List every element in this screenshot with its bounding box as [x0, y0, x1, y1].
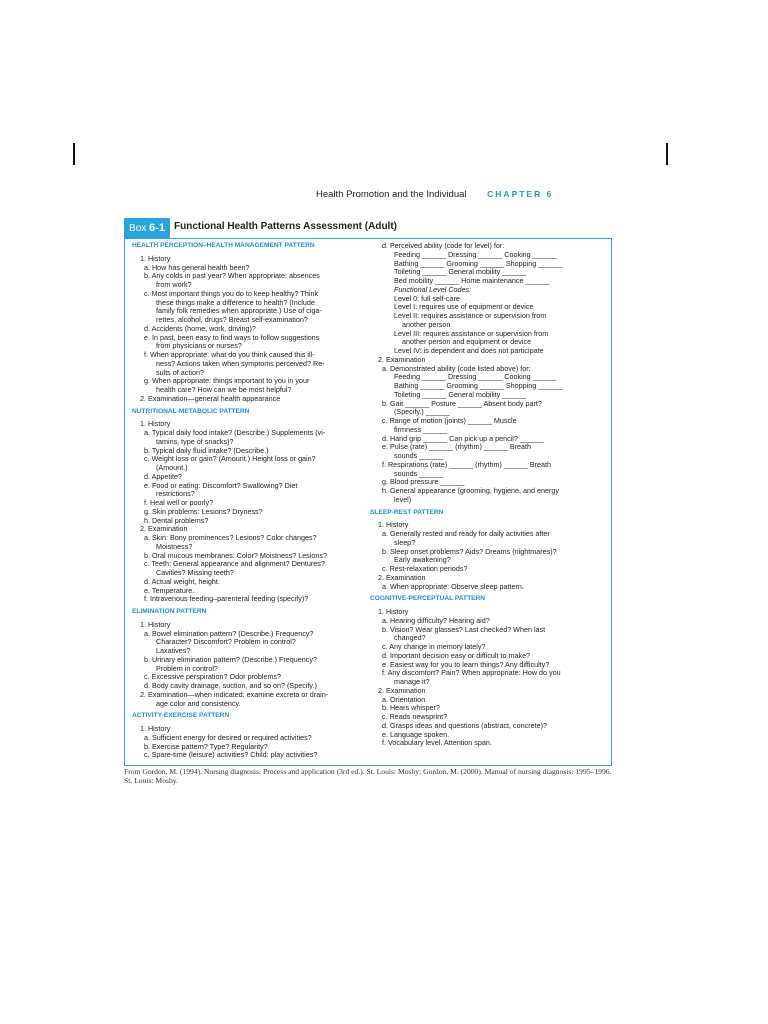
list-item: 1. History: [140, 619, 171, 629]
list-item: a. When appropriate: Observe sleep pattern.: [382, 581, 524, 591]
list-item: another person: [402, 319, 451, 329]
list-item: c. Excessive perspiration? Odor problems?: [144, 672, 282, 682]
list-item: d. Body cavity drainage, suction, and so on? (Specify.): [144, 681, 317, 690]
list-item: b. Any colds in past year? When appropriate: absences: [144, 271, 320, 281]
list-item: f. Vocabulary level. Attention span.: [382, 738, 492, 748]
list-item: b. Oral mucous membranes: Color? Moistness? Lesions?: [144, 550, 327, 560]
box-title: Functional Health Patterns Assessment (Adult): [174, 221, 397, 232]
list-item: age color and consistency.: [156, 698, 241, 708]
section-heading: NUTRITIONAL-METABOLIC PATTERN: [132, 407, 250, 415]
section-heading: COGNITIVE-PERCEPTUAL PATTERN: [370, 595, 486, 603]
list-item: 1. History: [378, 607, 409, 616]
list-item: f. Heal well or poorly?: [144, 498, 214, 507]
list-item: d. Hand grip ______ Can pick up a pencil? ______: [382, 433, 544, 443]
list-item: d. Accidents (home, work, driving)?: [144, 323, 256, 333]
list-item: Functional Level Codes:: [394, 284, 472, 294]
list-item: g. Skin problems: Lesions? Dryness?: [144, 506, 263, 516]
list-item: Bathing ______ Grooming ______ Shopping ______: [394, 381, 563, 390]
list-item: e. In past, been easy to find ways to follow suggestions: [144, 332, 320, 342]
list-item: restrictions?: [156, 489, 195, 499]
running-header-title: Health Promotion and the Individual: [316, 189, 467, 200]
list-item: e. Easiest way for you to learn things? Any difficulty?: [382, 659, 550, 669]
list-item: Character? Discomfort? Problem in control?: [156, 637, 296, 647]
section-heading: ACTIVITY-EXERCISE PATTERN: [132, 712, 230, 720]
list-item: a. Typical daily food intake? (Describe.) Supplements (vi-: [144, 428, 326, 437]
list-item: h. Dental problems?: [144, 515, 209, 525]
list-item: d. Appetite?: [144, 471, 182, 481]
list-item: d. Grasps ideas and questions (abstract, concrete)?: [382, 720, 548, 730]
list-item: d. Perceived ability (code for level) for:: [382, 241, 505, 250]
list-item: c. Weight loss or gain? (Amount.) Height loss or gain?: [144, 454, 316, 464]
list-item: health care? How can we be most helpful?: [156, 385, 292, 394]
list-item: Level II: requires assistance or supervision from: [394, 311, 547, 320]
right-column: [370, 242, 562, 748]
list-item: 1. History: [140, 253, 171, 263]
list-item: level): [394, 494, 412, 504]
list-item: g. Blood pressure ______: [382, 477, 465, 487]
list-item: from physicians or nurses?: [156, 341, 242, 351]
list-item: changed?: [394, 633, 426, 643]
list-item: tamins, type of snacks)?: [156, 436, 234, 446]
list-item: a. Bowel elimination pattern? (Describe.) Frequency?: [144, 628, 314, 638]
section-heading: SLEEP-REST PATTERN: [370, 508, 444, 516]
list-item: 1. History: [378, 520, 409, 530]
box-tab: [124, 218, 170, 238]
list-item: firmness ______: [394, 424, 448, 434]
list-item: b. Vision? Wear glasses? Last checked? When last: [382, 624, 546, 634]
list-item: b. Hears whisper?: [382, 703, 440, 713]
list-item: sleep?: [394, 537, 416, 547]
list-item: a. How has general health been?: [144, 262, 250, 272]
list-item: Toileting ______ General mobility ______: [394, 389, 527, 399]
list-item: Bathing ______ Grooming ______ Shopping ______: [394, 258, 563, 268]
list-item: a. Demonstrated ability (code listed above) for:: [382, 363, 531, 373]
list-item: c. Rest-relaxation periods?: [382, 564, 468, 573]
list-item: these things make a difference to health? (Include: [156, 297, 315, 307]
list-item: Level I: requires use of equipment or device: [394, 302, 534, 312]
list-item: e. Temperature.: [144, 585, 195, 595]
list-item: 1. History: [140, 419, 171, 429]
list-item: another person and equipment or device: [402, 337, 532, 347]
list-item: a. Orientation.: [382, 694, 428, 704]
list-item: e. Pulse (rate) ______ (rhythm) ______ Breath: [382, 442, 532, 452]
list-item: 2. Examination—general health appearance: [140, 393, 281, 403]
section-heading: ELIMINATION PATTERN: [132, 608, 207, 615]
chapter-label: CHAPTER 6: [487, 189, 554, 199]
list-item: sounds ______: [394, 451, 444, 460]
list-item: 1. History: [140, 724, 171, 733]
box-number: 6-1: [149, 222, 165, 234]
list-item: a. Hearing difficulty? Hearing aid?: [382, 615, 490, 625]
list-item: f. Respirations (rate) ______ (rhythm) ______ Breath: [382, 459, 551, 469]
list-item: sults of action?: [156, 367, 204, 377]
list-item: c. Range of motion (joints) ______ Muscle: [382, 416, 517, 425]
list-item: b. Sleep onset problems? Aids? Dreams (nightmares)?: [382, 546, 557, 556]
list-item: f. Intravenous feeding–parenteral feeding (specify)?: [144, 594, 309, 604]
list-item: Level III: requires assistance or supervision from: [394, 328, 549, 338]
running-header: [316, 189, 553, 200]
list-item: Moistness?: [156, 541, 193, 551]
list-item: a. Generally rested and ready for daily activities after: [382, 529, 550, 538]
list-item: Problem in control?: [156, 663, 218, 673]
list-item: f. When appropriate: what do you think caused this ill-: [144, 350, 315, 359]
list-item: Toileting ______ General mobility ______: [394, 267, 527, 277]
list-item: f. Any discomfort? Pain? When appropriate: How do you: [382, 668, 561, 678]
list-item: (Specify.) ______: [394, 407, 450, 417]
list-item: Laxatives?: [156, 646, 191, 655]
list-item: 2. Examination: [140, 524, 188, 534]
list-item: manage it?: [394, 677, 430, 686]
list-item: ness? Actions taken when symptoms perceived? Re-: [156, 358, 325, 368]
crop-mark-left: [73, 143, 75, 165]
list-item: h. General appearance (grooming, hygiene, and energy: [382, 486, 560, 495]
box-tab-prefix: Box: [129, 223, 147, 234]
list-item: 2. Examination: [378, 572, 426, 582]
list-item: Level 0: full self-care: [394, 293, 460, 303]
list-item: Feeding ______ Dressing ______ Cooking ______: [394, 249, 557, 259]
list-item: 2. Examination: [378, 685, 426, 695]
list-item: a. Skin: Bony prominences? Lesions? Color changes?: [144, 533, 317, 542]
list-item: c. Teeth: General appearance and alignment? Dentures?: [144, 559, 325, 569]
list-item: (Amount.): [156, 463, 188, 472]
list-item: c. Reads newsprint?: [382, 712, 448, 721]
list-item: Bed mobility ______ Home maintenance ______: [394, 276, 550, 285]
list-item: d. Actual weight, height.: [144, 576, 220, 586]
list-item: Early awakening?: [394, 555, 451, 565]
list-item: from work?: [156, 280, 192, 289]
list-item: b. Typical daily fluid intake? (Describe.): [144, 445, 269, 455]
list-item: g. When appropriate: things important to you in your: [144, 376, 310, 386]
list-item: b. Urinary elimination pattern? (Describe.) Frequency?: [144, 654, 317, 664]
list-item: d. Important decision easy or difficult to make?: [382, 650, 531, 660]
list-item: e. Food or eating: Discomfort? Swallowing? Diet: [144, 480, 298, 490]
left-column: [132, 242, 328, 760]
section-heading: HEALTH PERCEPTION–HEALTH MANAGEMENT PATTERN: [132, 242, 315, 249]
list-item: sounds ______: [394, 468, 444, 478]
crop-mark-right: [666, 143, 668, 165]
list-item: c. Most important things you do to keep healthy? Think: [144, 288, 319, 298]
list-item: Feeding ______ Dressing ______ Cooking ______: [394, 372, 557, 382]
list-item: b. Gait ______ Posture ______ Absent body part?: [382, 398, 542, 408]
list-item: b. Exercise pattern? Type? Regularity?: [144, 741, 268, 751]
list-item: family folk remedies when appropriate.) Use of ciga-: [156, 306, 322, 316]
list-item: e. Language spoken.: [382, 729, 450, 739]
list-item: Level IV: is dependent and does not participate: [394, 346, 544, 355]
list-item: 2. Examination—when indicated: examine excreta or drain-: [140, 689, 329, 699]
list-item: 2. Examination: [378, 354, 426, 364]
list-item: rettes, alcohol, drugs? Breast self-examination?: [156, 315, 308, 324]
list-item: Cavities? Missing teeth?: [156, 568, 234, 577]
source-note: From Gordon, M. (1994). Nursing diagnosis: Process and application (3rd ed.). St. Louis: Mosby; Gordon, M. (2000). Manual of nursing diagnosis: 1995–1996. St. Louis: Mosby.: [124, 767, 612, 785]
list-item: a. Sufficient energy for desired or required activities?: [144, 732, 312, 742]
list-item: c. Any change in memory lately?: [382, 642, 486, 651]
list-item: c. Spare-time (leisure) activities? Child: play activities?: [144, 750, 318, 760]
